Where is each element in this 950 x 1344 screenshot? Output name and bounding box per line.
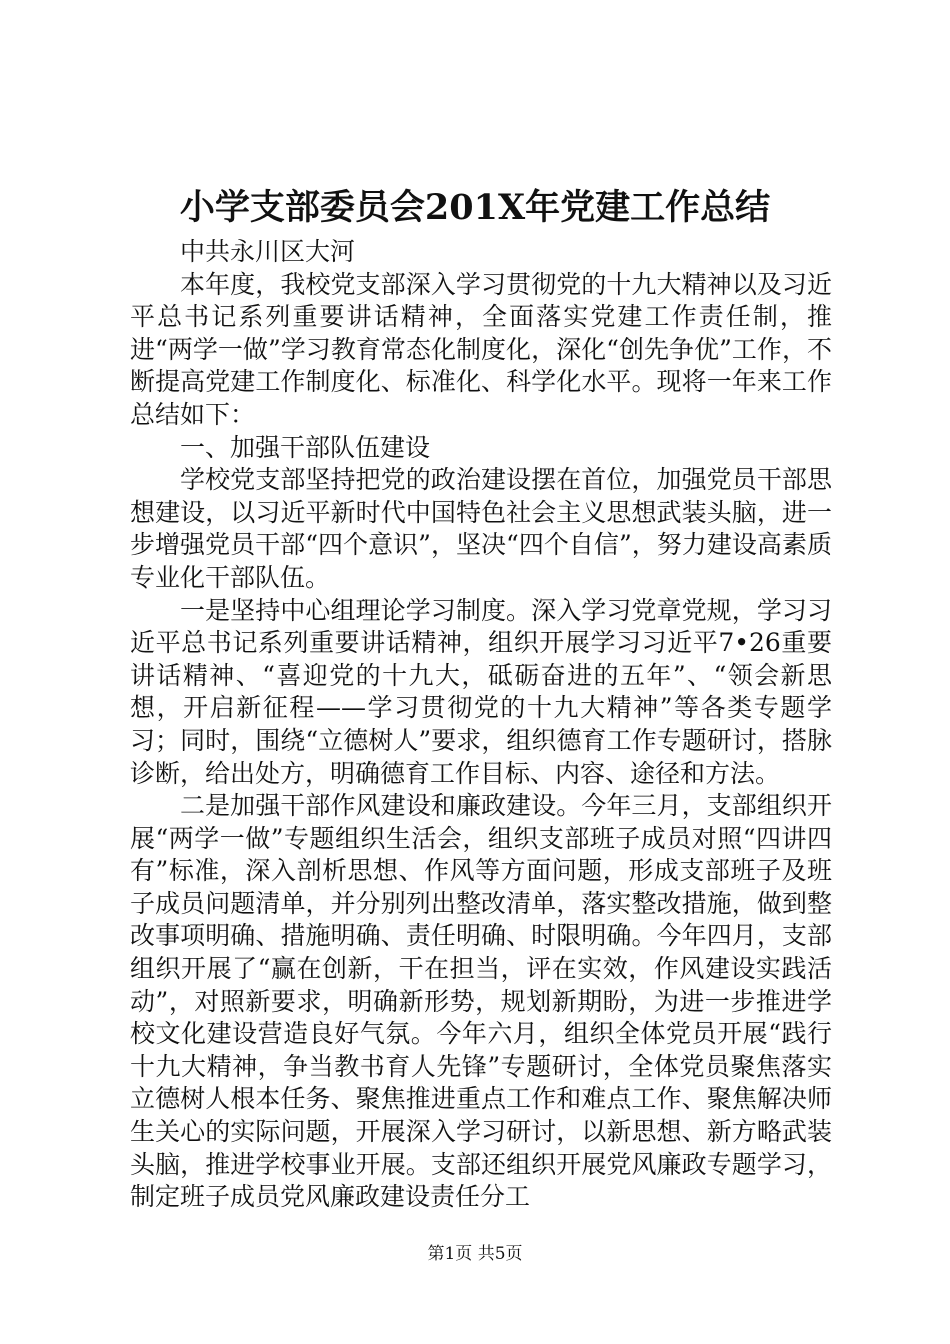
section-heading: 一、加强干部队伍建设 [180,432,431,462]
page-footer: 第1页 共5页 [427,1244,523,1264]
author-line: 中共永川区大河 [180,237,356,266]
document-title: 小学支部委员会201X年党建工作总结 [179,187,771,228]
document-body [130,236,832,1214]
body-paragraph: 学校党支部坚持把党的政治建设摆在首位，加强党员干部思想建设，以习近平新时代中国特色社会主义思想武装头脑，进一步增强党员干部“四个意识”，坚决“四个自信”，努力建设高素质专业化干部队伍。 [130,465,832,592]
body-paragraph: 一是坚持中心组理论学习制度。深入学习党章党规，学习习近平总书记系列重要讲话精神，组织开展学习习近平7•26重要讲话精神、“喜迎党的十九大，砥砺奋进的五年”、“领会新思想，开启新征程——学习贯彻党的十九大精神”等各类专题学习；同时，围绕“立德树人”要求，组织德育工作专题研讨，搭脉诊断，给出处方，明确德育工作目标、内容、途径和方法。 [130,595,832,788]
body-paragraph: 二是加强干部作风建设和廉政建设。今年三月，支部组织开展“两学一做”专题组织生活会，组织支部班子成员对照“四讲四有”标准，深入剖析思想、作风等方面问题，形成支部班子及班子成员问题清单，并分别列出整改清单，落实整改措施，做到整改事项明确、措施明确、责任明确、时限明确。今年四月，支部组织开展了“赢在创新，干在担当，评在实效，作风建设实践活动”，对照新要求，明确新形势，规划新期盼，为进一步推进学校文化建设营造良好气氛。今年六月，组织全体党员开展“践行十九大精神，争当教书育人先锋”专题研讨，全体党员聚焦落实立德树人根本任务、聚焦推进重点工作和难点工作、聚焦解决师生关心的实际问题，开展深入学习研讨，以新思想、新方略武装头脑，推进学校事业开展。支部还组织开展党风廉政专题学习，制定班子成员党风廉政建设责任分工 [130,791,832,1212]
intro-paragraph: 本年度，我校党支部深入学习贯彻党的十九大精神以及习近平总书记系列重要讲话精神，全面落实党建工作责任制，推进“两学一做”学习教育常态化制度化，深化“创先争优”工作，不断提高党建工作制度化、标准化、科学化水平。现将一年来工作总结如下： [130,269,832,429]
